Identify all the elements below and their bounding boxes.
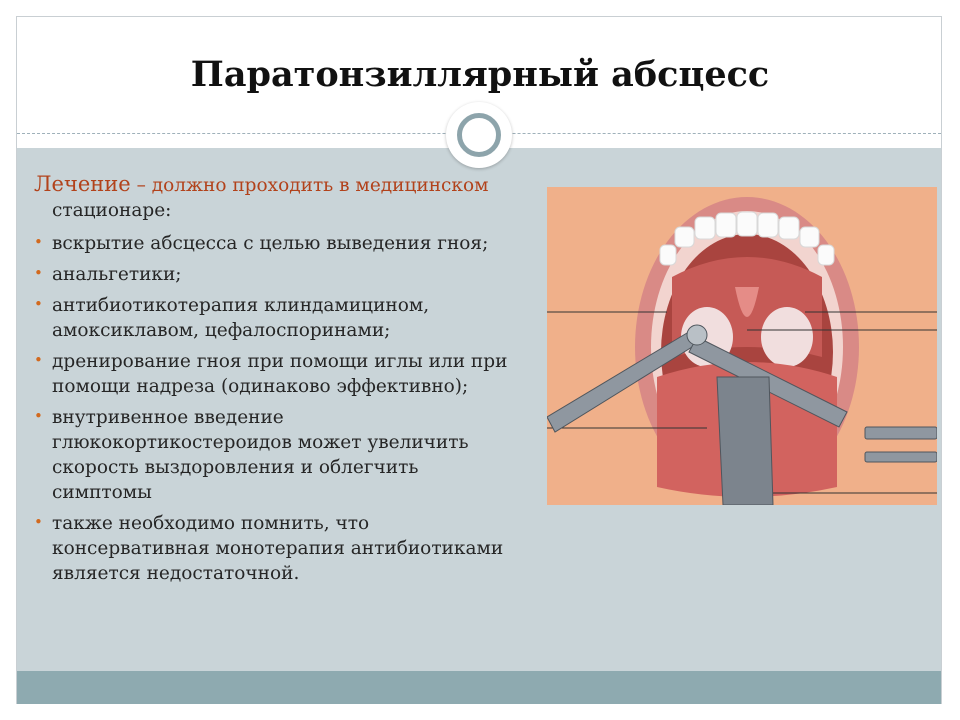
treatment-list-line: также необходимо помнить, что [52, 513, 370, 534]
treatment-list-line: глюкокортикостероидов может увеличить [52, 432, 469, 453]
treatment-list-item [34, 349, 574, 399]
treatment-list-item [34, 293, 574, 343]
treatment-list-line: вскрытие абсцесса с целью выведения гноя; [52, 233, 489, 254]
treatment-text [34, 172, 574, 592]
bullet-dot-icon: • [34, 407, 43, 425]
mouth-surgery-illustration [547, 187, 937, 505]
treatment-list-item [34, 511, 574, 586]
treatment-list-line: антибиотикотерапия клиндамицином, [52, 295, 430, 316]
right-tonsil [761, 307, 813, 367]
treatment-list-item [34, 262, 574, 287]
treatment-list-item [34, 405, 574, 505]
ring-ornament-icon [446, 102, 512, 168]
treatment-list-line: консервативная монотерапия антибиотиками [52, 538, 504, 559]
treatment-list-item [34, 231, 574, 256]
lead-text-cont: стационаре: [52, 200, 172, 221]
treatment-list-line: дренирование гноя при помощи иглы или при [52, 351, 508, 372]
treatment-list-line: анальгетики; [52, 264, 182, 285]
bullet-dot-icon: • [34, 295, 43, 313]
treatment-list [34, 231, 574, 586]
bullet-dot-icon: • [34, 513, 43, 531]
tongue-depressor [717, 377, 773, 505]
treatment-list-line: амоксиклавом, цефалоспоринами; [52, 320, 391, 341]
treatment-list-line: скорость выздоровления и облегчить [52, 457, 419, 478]
treatment-list-line: является недостаточной. [52, 563, 300, 584]
bullet-dot-icon: • [34, 264, 43, 282]
bullet-dot-icon: • [34, 351, 43, 369]
lead-text: – должно проходить в медицинском [130, 175, 489, 196]
footer-bar [17, 671, 941, 704]
slide-title: Паратонзиллярный абсцесс [190, 54, 770, 95]
treatment-list-line: помощи надреза (одинаково эффективно); [52, 376, 469, 397]
lead-keyword: Лечение [34, 172, 131, 196]
treatment-lead [34, 172, 574, 223]
treatment-list-line: внутривенное введение [52, 407, 284, 428]
bullet-dot-icon: • [34, 233, 43, 251]
treatment-list-line: симптомы [52, 482, 152, 503]
